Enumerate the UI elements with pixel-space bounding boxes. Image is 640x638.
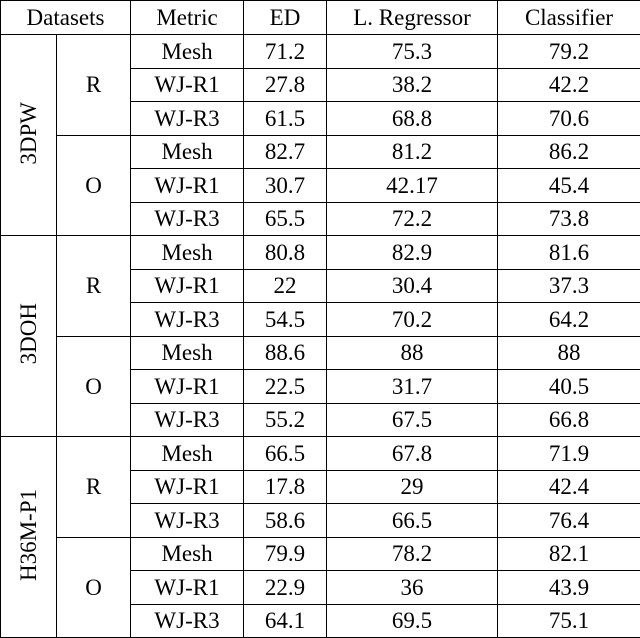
classifier-cell: 40.5 — [498, 370, 640, 404]
group-label: R — [57, 35, 131, 136]
ed-cell: 80.8 — [244, 236, 327, 270]
classifier-cell: 64.2 — [498, 303, 640, 337]
classifier-cell: 42.2 — [498, 68, 640, 102]
metric-cell: WJ-R1 — [131, 470, 244, 504]
regressor-cell: 31.7 — [327, 370, 498, 404]
regressor-cell: 68.8 — [327, 102, 498, 136]
metric-cell: WJ-R3 — [131, 403, 244, 437]
dataset-name-cell — [1, 437, 57, 638]
ed-cell: 54.5 — [244, 303, 327, 337]
group-label: O — [57, 336, 131, 437]
table-row — [1, 236, 640, 270]
ed-cell: 88.6 — [244, 336, 327, 370]
ed-cell: 58.6 — [244, 504, 327, 538]
classifier-cell: 37.3 — [498, 269, 640, 303]
header-datasets: Datasets — [1, 1, 131, 35]
dataset-name-cell — [1, 236, 57, 437]
regressor-cell: 29 — [327, 470, 498, 504]
metric-cell: Mesh — [131, 336, 244, 370]
table-row — [1, 135, 640, 169]
dataset-name: 3DPW — [16, 101, 41, 165]
regressor-cell: 42.17 — [327, 169, 498, 203]
classifier-cell: 75.1 — [498, 604, 640, 638]
regressor-cell: 75.3 — [327, 35, 498, 69]
table-row — [1, 35, 640, 69]
metric-cell: WJ-R1 — [131, 269, 244, 303]
regressor-cell: 66.5 — [327, 504, 498, 538]
regressor-cell: 78.2 — [327, 537, 498, 571]
regressor-cell: 72.2 — [327, 202, 498, 236]
group-label: R — [57, 236, 131, 337]
classifier-cell: 45.4 — [498, 169, 640, 203]
header-classifier: Classifier — [498, 1, 640, 35]
ed-cell: 61.5 — [244, 102, 327, 136]
group-label: O — [57, 537, 131, 638]
table-row — [1, 537, 640, 571]
group-label: R — [57, 437, 131, 538]
metric-cell: WJ-R1 — [131, 169, 244, 203]
header-row — [1, 1, 640, 35]
metric-cell: Mesh — [131, 135, 244, 169]
ed-cell: 65.5 — [244, 202, 327, 236]
metric-cell: Mesh — [131, 35, 244, 69]
classifier-cell: 71.9 — [498, 437, 640, 471]
ed-cell: 22.5 — [244, 370, 327, 404]
table-row — [1, 336, 640, 370]
classifier-cell: 81.6 — [498, 236, 640, 270]
ed-cell: 82.7 — [244, 135, 327, 169]
ed-cell: 64.1 — [244, 604, 327, 638]
classifier-cell: 79.2 — [498, 35, 640, 69]
ed-cell: 27.8 — [244, 68, 327, 102]
classifier-cell: 73.8 — [498, 202, 640, 236]
metric-cell: WJ-R3 — [131, 504, 244, 538]
table-body — [1, 35, 640, 638]
classifier-cell: 82.1 — [498, 537, 640, 571]
ed-cell: 66.5 — [244, 437, 327, 471]
classifier-cell: 86.2 — [498, 135, 640, 169]
regressor-cell: 67.5 — [327, 403, 498, 437]
metric-cell: WJ-R1 — [131, 370, 244, 404]
table-row — [1, 437, 640, 471]
ed-cell: 22.9 — [244, 571, 327, 605]
metric-cell: Mesh — [131, 437, 244, 471]
metric-cell: WJ-R1 — [131, 68, 244, 102]
ed-cell: 71.2 — [244, 35, 327, 69]
ed-cell: 55.2 — [244, 403, 327, 437]
metric-cell: WJ-R3 — [131, 102, 244, 136]
metric-cell: WJ-R1 — [131, 571, 244, 605]
ed-cell: 79.9 — [244, 537, 327, 571]
ed-cell: 17.8 — [244, 470, 327, 504]
metric-cell: Mesh — [131, 236, 244, 270]
metric-cell: Mesh — [131, 537, 244, 571]
regressor-cell: 36 — [327, 571, 498, 605]
classifier-cell: 42.4 — [498, 470, 640, 504]
regressor-cell: 67.8 — [327, 437, 498, 471]
ed-cell: 22 — [244, 269, 327, 303]
classifier-cell: 76.4 — [498, 504, 640, 538]
classifier-cell: 66.8 — [498, 403, 640, 437]
regressor-cell: 30.4 — [327, 269, 498, 303]
metric-cell: WJ-R3 — [131, 604, 244, 638]
dataset-name: 3DOH — [16, 303, 41, 365]
regressor-cell: 82.9 — [327, 236, 498, 270]
classifier-cell: 88 — [498, 336, 640, 370]
ed-cell: 30.7 — [244, 169, 327, 203]
metric-cell: WJ-R3 — [131, 202, 244, 236]
metric-cell: WJ-R3 — [131, 303, 244, 337]
regressor-cell: 81.2 — [327, 135, 498, 169]
header-regressor: L. Regressor — [327, 1, 498, 35]
regressor-cell: 70.2 — [327, 303, 498, 337]
dataset-name-cell — [1, 35, 57, 236]
classifier-cell: 43.9 — [498, 571, 640, 605]
regressor-cell: 88 — [327, 336, 498, 370]
header-ed: ED — [244, 1, 327, 35]
header-metric: Metric — [131, 1, 244, 35]
classifier-cell: 70.6 — [498, 102, 640, 136]
regressor-cell: 69.5 — [327, 604, 498, 638]
dataset-name: H36M-P1 — [16, 488, 41, 581]
group-label: O — [57, 135, 131, 236]
regressor-cell: 38.2 — [327, 68, 498, 102]
